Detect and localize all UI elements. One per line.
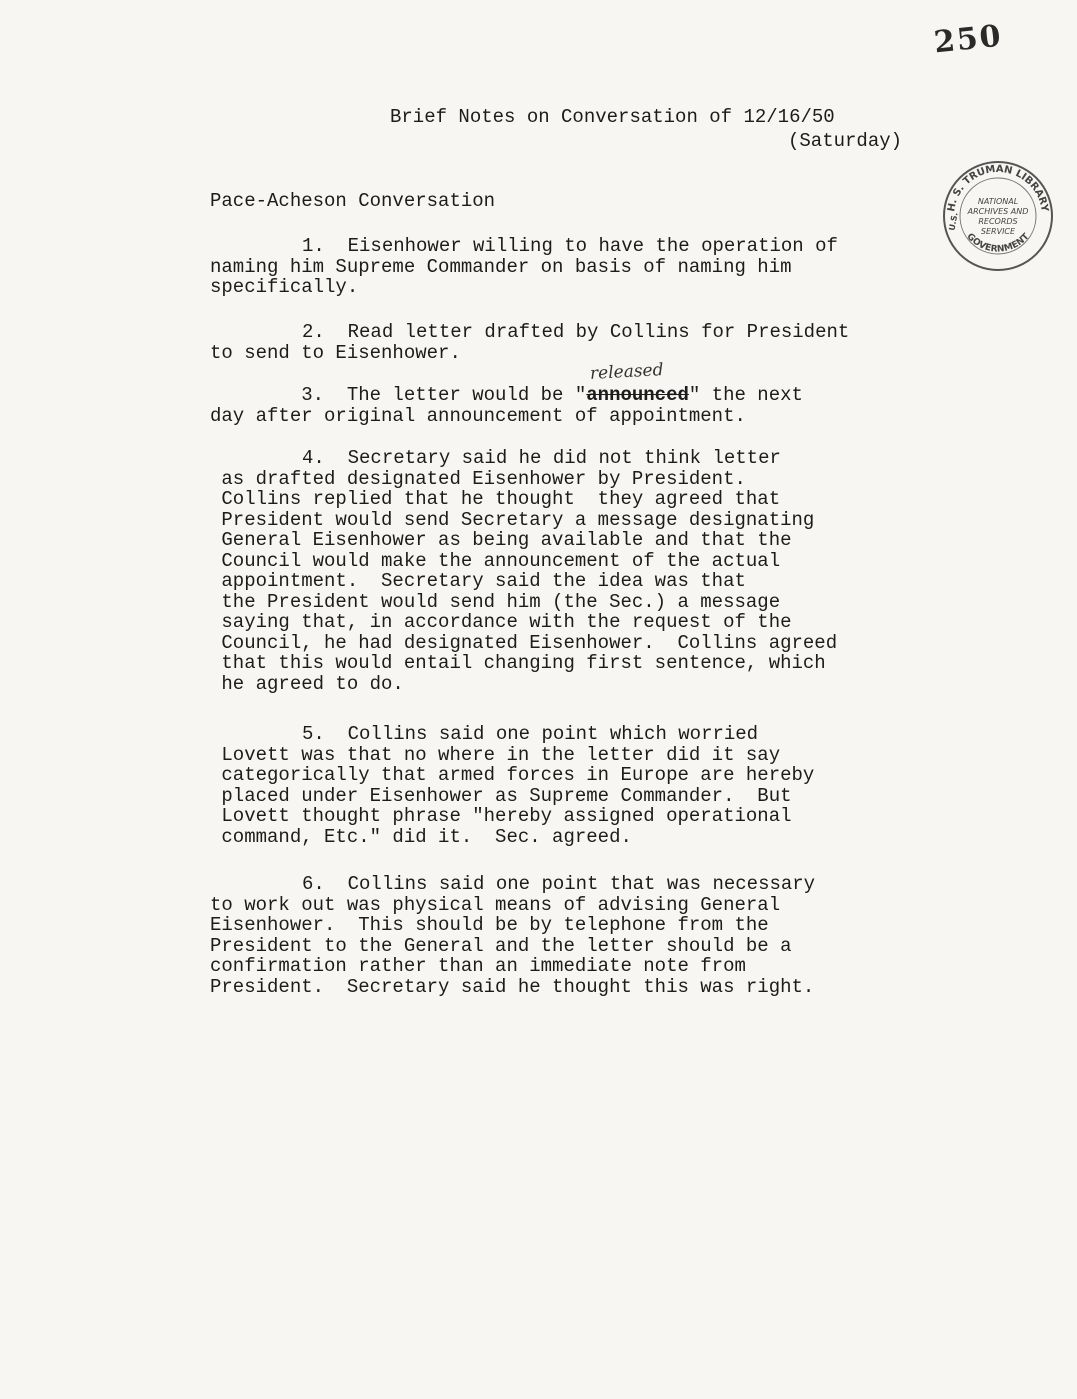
paragraph-line: President would send Secretary a message designating	[210, 508, 815, 531]
paragraph-line: to send to Eisenhower.	[210, 341, 461, 364]
paragraph-1	[210, 236, 930, 298]
paragraph-line: 1. Eisenhower willing to have the operation of	[302, 235, 838, 257]
paragraph-line: day after original announcement of appointment.	[210, 404, 746, 427]
paragraph-line: that this would entail changing first sentence, which	[210, 652, 826, 674]
paragraph-line: confirmation rather than an immediate note from	[210, 955, 746, 977]
paragraph-line: 4. Secretary said he did not think letter	[302, 447, 781, 469]
handwritten-page-number: 250	[932, 18, 1005, 61]
p3-text-a: 3. The letter would be "	[210, 384, 587, 406]
paragraph-line: to work out was physical means of advising General	[210, 893, 781, 916]
stamp-middle-1: NATIONAL	[977, 197, 1019, 206]
paragraph-3	[210, 385, 803, 426]
paragraph-line: naming him Supreme Commander on basis of naming him	[210, 255, 792, 278]
paragraph-line: Collins replied that he thought they agreed that	[210, 488, 781, 510]
paragraph-line: placed under Eisenhower as Supreme Commander. But	[210, 784, 792, 807]
stamp-bottom-text: GOVERNMENT	[964, 231, 1032, 255]
paragraph-line: Council, he had designated Eisenhower. Collins agreed	[210, 631, 838, 654]
paragraph-line: President to the General and the letter should be a	[210, 934, 792, 957]
stamp-middle-2: ARCHIVES AND	[967, 207, 1029, 216]
paragraph-4	[210, 448, 930, 694]
paragraph-line: command, Etc." did it. Sec. agreed.	[210, 825, 632, 848]
paragraph-5	[210, 724, 930, 847]
section-title: Pace-Acheson Conversation	[210, 190, 496, 212]
paragraph-line: 6. Collins said one point that was necessary	[302, 873, 816, 895]
paragraph-line: 2. Read letter drafted by Collins for President	[302, 321, 850, 343]
paragraph-line: Lovett was that no where in the letter did it say	[210, 743, 781, 766]
paragraph-line: appointment. Secretary said the idea was that	[210, 570, 746, 592]
paragraph-line: as drafted designated Eisenhower by President.	[210, 467, 746, 490]
paragraph-6	[210, 874, 930, 997]
struck-word: announced	[586, 384, 689, 406]
stamp-middle-3: RECORDS	[978, 217, 1018, 226]
header-day: (Saturday)	[788, 130, 903, 152]
paragraph-2	[210, 322, 930, 363]
paragraph-line: categorically that armed forces in Europe are hereby	[210, 764, 815, 786]
header-title: Brief Notes on Conversation of 12/16/50	[390, 106, 835, 128]
paragraph-line: the President would send him (the Sec.) a message	[210, 590, 781, 613]
paragraph-line: he agreed to do.	[210, 672, 404, 695]
paragraph-line: 5. Collins said one point which worried	[302, 723, 759, 745]
paragraph-line: General Eisenhower as being available and that the	[210, 529, 792, 551]
paragraph-line	[210, 385, 803, 406]
paragraph-line: Council would make the announcement of the actual	[210, 549, 781, 572]
paragraph-line: President. Secretary said he thought this was right.	[210, 975, 815, 998]
paragraph-line: specifically.	[210, 276, 359, 298]
handwritten-insertion: released	[589, 360, 664, 384]
stamp-left-text: U.S.	[947, 211, 960, 232]
stamp-top-text: H. S. TRUMAN LIBRARY	[946, 163, 1050, 213]
p3-text-b: " the next	[688, 384, 803, 406]
paragraph-line: saying that, in accordance with the request of the	[210, 611, 792, 633]
stamp-middle-4: SERVICE	[980, 227, 1016, 236]
paragraph-line: Eisenhower. This should be by telephone from the	[210, 914, 769, 936]
archive-stamp-seal	[940, 158, 1056, 274]
paragraph-line: Lovett thought phrase "hereby assigned operational	[210, 805, 792, 827]
